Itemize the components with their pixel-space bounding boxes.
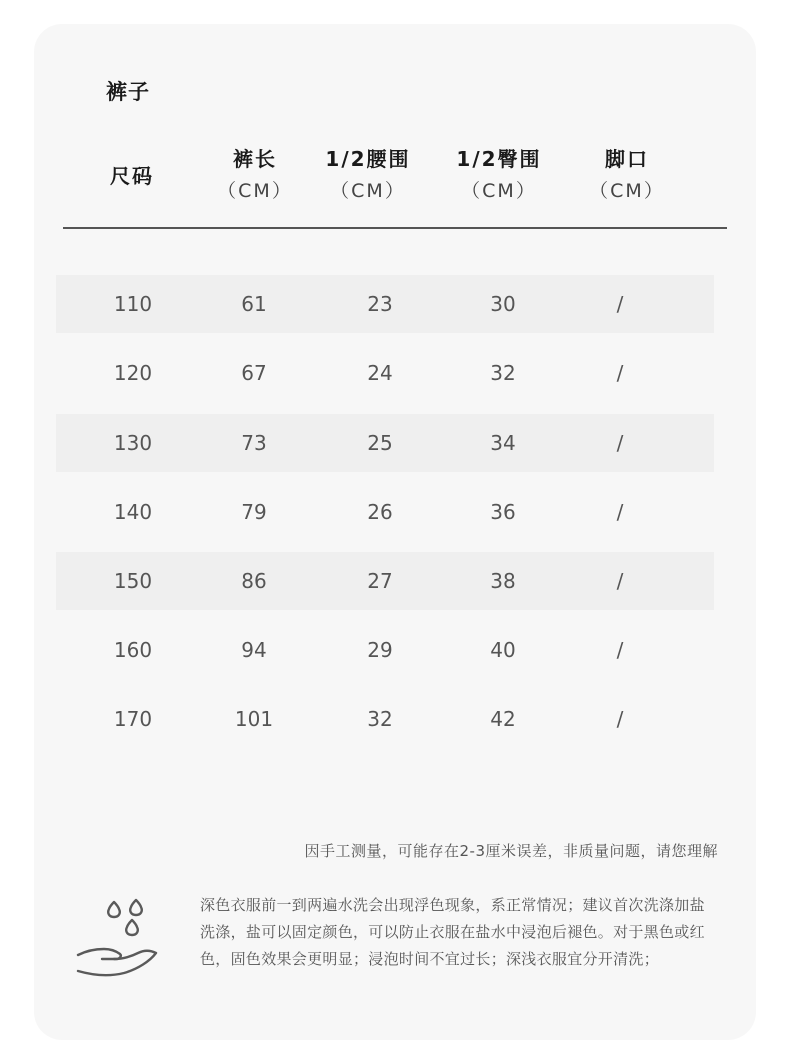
size-cell: 140 <box>113 500 153 524</box>
waist-cell: 27 <box>367 569 393 593</box>
table-row <box>56 690 714 748</box>
table-row <box>56 552 714 610</box>
table-row <box>56 275 714 333</box>
leg-opening-cell: / <box>616 707 624 731</box>
hip-cell: 36 <box>490 500 516 524</box>
header-hip-label: 1/2臀围 <box>456 147 542 171</box>
waist-cell: 25 <box>367 431 393 455</box>
length-cell: 101 <box>234 707 274 731</box>
waist-cell: 26 <box>367 500 393 524</box>
header-waist-unit: （CM） <box>330 180 406 202</box>
hip-cell: 38 <box>490 569 516 593</box>
header-size: 尺码 <box>110 164 154 188</box>
hip-cell: 32 <box>490 361 516 385</box>
waist-cell: 29 <box>367 638 393 662</box>
length-cell: 94 <box>241 638 267 662</box>
size-cell: 130 <box>113 431 153 455</box>
header-hip-unit: （CM） <box>461 180 537 202</box>
length-cell: 79 <box>241 500 267 524</box>
leg-opening-cell: / <box>616 361 624 385</box>
leg-opening-cell: / <box>616 431 624 455</box>
waist-cell: 24 <box>367 361 393 385</box>
size-cell: 150 <box>113 569 153 593</box>
care-instructions: 深色衣服前一到两遍水洗会出现浮色现象，系正常情况；建议首次洗涤加盐洗涤，盐可以固定颜色，可以防止衣服在盐水中浸泡后褪色。对于黑色或红色，固色效果会更明显；浸泡时间不宜过长；深浅衣服宜分开清洗； <box>200 896 705 968</box>
header-waist-label: 1/2腰围 <box>325 147 411 171</box>
waist-cell: 32 <box>367 707 393 731</box>
leg-opening-cell: / <box>616 569 624 593</box>
product-title: 裤子 <box>106 80 150 104</box>
leg-opening-cell: / <box>616 292 624 316</box>
measurement-note: 因手工测量，可能存在2-3厘米误差，非质量问题，请您理解 <box>304 842 718 860</box>
leg-opening-cell: / <box>616 638 624 662</box>
header-leg-opening-unit: （CM） <box>589 180 665 202</box>
header-length <box>210 146 300 206</box>
size-cell: 170 <box>113 707 153 731</box>
table-row <box>56 414 714 472</box>
hip-cell: 30 <box>490 292 516 316</box>
hip-cell: 34 <box>490 431 516 455</box>
leg-opening-cell: / <box>616 500 624 524</box>
table-row <box>56 621 714 679</box>
water-drops-hand-icon <box>74 893 162 983</box>
header-length-unit: （CM） <box>217 180 293 202</box>
size-cell: 120 <box>113 361 153 385</box>
header-waist <box>315 146 421 206</box>
header-divider <box>63 227 727 229</box>
length-cell: 73 <box>241 431 267 455</box>
length-cell: 67 <box>241 361 267 385</box>
length-cell: 86 <box>241 569 267 593</box>
waist-cell: 23 <box>367 292 393 316</box>
size-cell: 110 <box>113 292 153 316</box>
header-leg-opening-label: 脚口 <box>605 147 649 171</box>
size-cell: 160 <box>113 638 153 662</box>
hip-cell: 42 <box>490 707 516 731</box>
table-row <box>56 483 714 541</box>
header-length-label: 裤长 <box>233 147 277 171</box>
header-hip <box>446 146 552 206</box>
table-row <box>56 344 714 402</box>
length-cell: 61 <box>241 292 267 316</box>
header-leg-opening <box>582 146 672 206</box>
hip-cell: 40 <box>490 638 516 662</box>
